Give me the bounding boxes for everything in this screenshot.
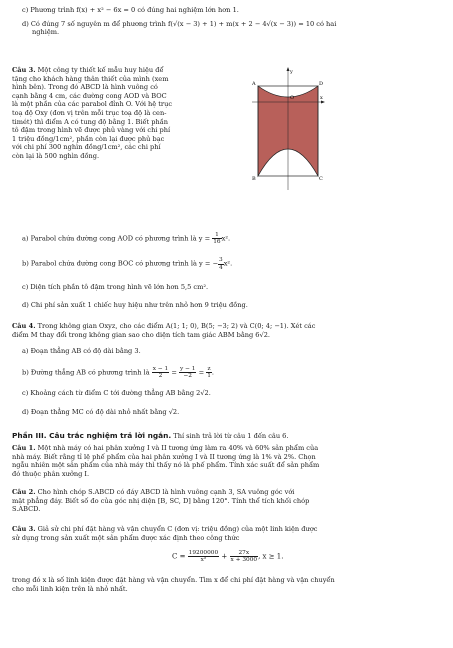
prev-option-d: d) Có đúng 7 số nguyên m để phương trình f(√(x − 3) + 1) + m(x + 2 − 4√(x − 3)) = 10 có hai xyxy=(22,19,337,28)
short-question-3: Câu 3. Giả sử chi phí đặt hàng và vận chuyển C (đơn vị: triệu đồng) của một linh kiện được sử dụng trong sản xuất một sản phẩm được xác định theo công thức xyxy=(12,525,444,542)
q3-option-b: b) Parabol chứa đường cong BOC có phương trình là y = − $\frac{3}{4}$ x². xyxy=(22,257,233,271)
q4-option-a: a) Đoạn thẳng AB có độ dài bằng 3. xyxy=(22,347,141,356)
question-3-stem xyxy=(12,66,248,161)
question-3-options xyxy=(12,232,444,310)
q3-line: tặng cho khách hàng thân thiết của mình (xem xyxy=(12,74,169,83)
p3-line: sử dụng trong sản xuất một sản phẩm được xác định theo công thức xyxy=(12,533,240,542)
q3-line: còn lại là 500 nghìn đồng. xyxy=(12,151,100,160)
label-y: y xyxy=(290,69,293,75)
p3-label: Câu 3. xyxy=(12,525,36,533)
badge-figure xyxy=(250,66,326,194)
prev-question-items xyxy=(12,6,444,37)
prev-option-c: c) Phương trình f(x) + x² − 6x = 0 có đúng hai nghiệm lớn hơn 1. xyxy=(22,6,239,14)
q3-line: timét) thì điểm A có tung độ bằng 1. Biết phần xyxy=(12,117,169,126)
p1-line: ngẫu nhiên một sản phẩm của nhà máy thì thấy nó là phế phẩm. Tính xác suất để sản phẩm xyxy=(12,461,320,470)
q3-line: hình bên). Trong đó ABCD là hình vuông có xyxy=(12,83,158,92)
short-question-3-cont xyxy=(12,576,444,593)
label-b: B xyxy=(252,176,256,182)
q3-line: toạ độ Oxy (đơn vị trên mỗi trục toạ độ là cen- xyxy=(12,108,167,117)
q3-label: Câu 3. xyxy=(12,66,36,74)
p2-label: Câu 2. xyxy=(12,488,36,496)
label-x: x xyxy=(320,95,323,101)
cost-formula: C = $\frac{19200000}{\text{x²}}$ + $\frac{27x}{x + 3000}$ , x ≥ 1. xyxy=(172,550,284,564)
q3-line: 1 triệu đồng/1cm², phần còn lại được phủ bạc xyxy=(12,134,165,143)
q3-option-d: d) Chi phí sản xuất 1 chiếc huy hiệu như trên nhỏ hơn 9 triệu đồng. xyxy=(22,301,248,310)
q4-line-1: Câu 4. Trong không gian Oxyz, cho các điểm A(1; 1; 0), B(5; −3; 2) và C(0; 4; −1). Xét các xyxy=(12,322,316,330)
q3-line: tô đậm trong hình vẽ được phủ vàng với chi phí xyxy=(12,126,171,135)
q3-line: là một phần của các parabol đỉnh O. Với hệ trục xyxy=(12,100,173,109)
q4-option-c: c) Khoảng cách từ điểm C tới đường thẳng AB bằng 2√2. xyxy=(22,389,211,398)
label-d: D xyxy=(319,81,324,87)
q3-line: với chi phí 300 nghìn đồng/1cm², các chi phí xyxy=(12,143,161,152)
part-3-heading xyxy=(12,432,444,441)
label-a: A xyxy=(252,81,256,87)
q4-line-2: điểm M thay đổi trong không gian sao cho diện tích tam giác ABM bằng 6√2. xyxy=(12,330,270,339)
p1-line: nhà máy. Biết rằng tỉ lệ phế phẩm của hai phân xưởng I và II tương ứng là 1% và 2%. Chọn xyxy=(12,452,316,461)
p2-line: S.ABCD. xyxy=(12,505,41,514)
p3-after: cho mỗi linh kiện trên là nhỏ nhất. xyxy=(12,584,128,593)
q3-option-a: a) Parabol chứa đường cong AOD có phương trình là y = $\frac{1}{16}$ x². xyxy=(22,232,231,246)
q4-option-d: d) Đoạn thẳng MC có độ dài nhỏ nhất bằng √2. xyxy=(22,407,180,416)
p3-after: trong đó x là số linh kiện được đặt hàng và vận chuyển. Tìm x để chi phí đặt hàng và vận chuyển xyxy=(12,576,335,584)
part-3-title: Phần III. Câu trắc nghiệm trả lời ngắn. xyxy=(12,431,172,440)
prev-option-d-cont: nghiệm. xyxy=(32,28,60,37)
q3-option-c: c) Diện tích phần tô đậm trong hình vẽ lớn hơn 5,5 cm². xyxy=(22,282,209,291)
label-c: C xyxy=(319,176,323,182)
q4-option-b: b) Đường thẳng AB có phương trình là $\frac{x - 1}{2}$ = $\frac{y - 1}{-2}$ = $\frac{z}{1}$ . xyxy=(22,365,214,379)
q3-line: cạnh bằng 4 cm, các đường cong AOD và BOC xyxy=(12,91,167,100)
p1-line: đó thuộc phân xưởng I. xyxy=(12,469,90,478)
part-3-hint: Thí sinh trả lời từ câu 1 đến câu 6. xyxy=(171,432,289,440)
short-question-1: Câu 1. Một nhà máy có hai phân xưởng I và II tương ứng làm ra 40% và 60% sản phẩm của nhà máy. Biết rằng tỉ lệ phế phẩm của hai phân xưởng I và II tương ứng là 1% và 2%. Chọn ngẫu nhiên một sản phẩm của nhà máy thì thấy nó là phế phẩm. Tính xác suất để sản phẩm đó thuộc phân xưởng I. xyxy=(12,444,444,478)
p2-line: mặt phẳng đáy. Biết số đo của góc nhị diện [B, SC, D] bằng 120°. Tính thể tích khối chóp xyxy=(12,496,310,505)
p1-label: Câu 1. xyxy=(12,444,36,452)
q3-line-0: Câu 3. Một công ty thiết kế mẫu huy hiệu để xyxy=(12,66,164,74)
question-4 xyxy=(12,322,444,416)
label-o: O xyxy=(290,95,295,101)
q4-label: Câu 4. xyxy=(12,322,36,330)
short-question-2: Câu 2. Cho hình chóp S.ABCD có đáy ABCD là hình vuông cạnh 3, SA vuông góc với mặt phẳng đáy. Biết số đo của góc nhị diện [B, SC, D] bằng 120°. Tính thể tích khối chóp S.ABCD. xyxy=(12,488,444,514)
